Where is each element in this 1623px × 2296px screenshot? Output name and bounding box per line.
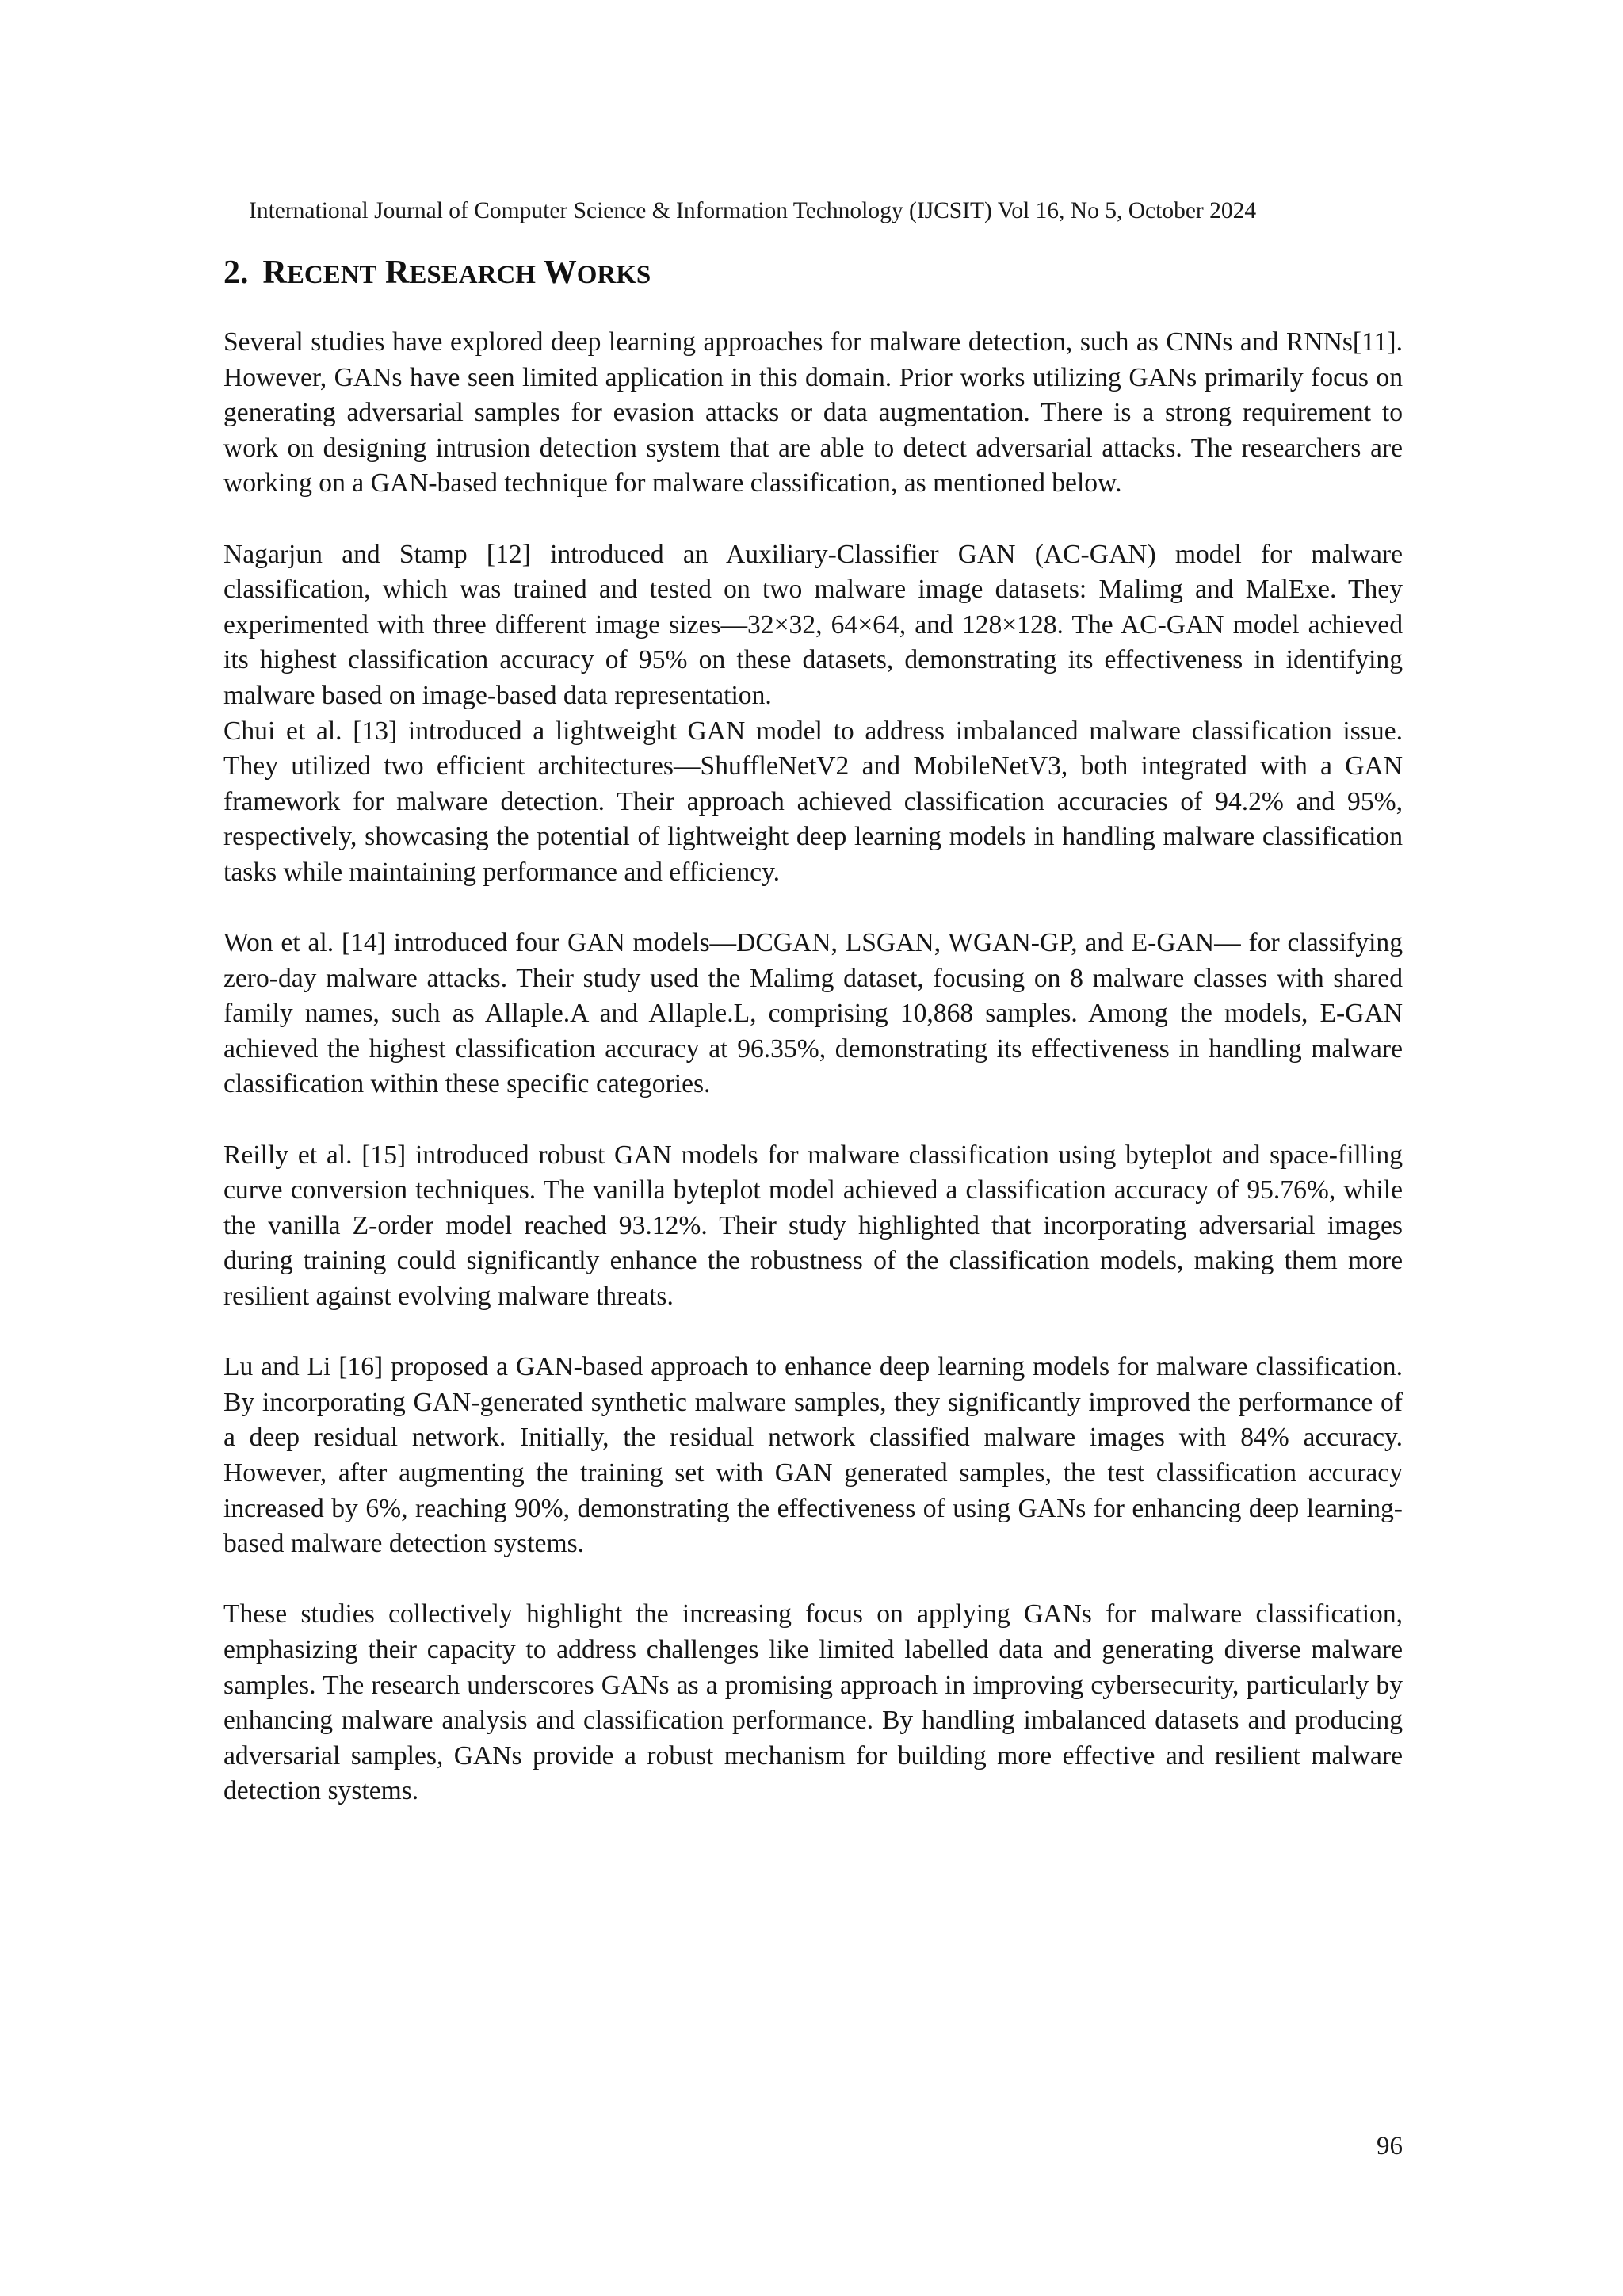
section-title-initial-1: R (262, 254, 287, 291)
body-text (223, 325, 1403, 1845)
section-title-rest-3: ORKS (576, 261, 651, 289)
section-title-rest-2: ESEARCH (409, 261, 536, 289)
paragraph-intro: Several studies have explored deep learning approaches for malware detection, such as CNNs and RNNs[11]. However, GANs have seen limited application in this domain. Prior works utilizing GANs primarily focus on generating adversarial samples for evasion attacks or data augmentation. There is a strong requirement to work on designing intrusion detection system that are able to detect adversarial attacks. The researchers are working on a GAN-based technique for malware classification, as mentioned below. (223, 327, 1403, 499)
paragraph-chui: Chui et al. [13] introduced a lightweight GAN model to address imbalanced malware classification issue. They utilized two efficient architectures—ShuffleNetV2 and MobileNetV3, both integrated with a GAN framework for malware detection. Their approach achieved classification accuracies of 94.2% and 95%, respectively, showcasing the potential of lightweight deep learning models in handling malware classification tasks while maintaining performance and efficiency. (223, 716, 1403, 887)
page-number: 96 (1377, 2132, 1403, 2160)
paragraph-nagarjun-stamp: Nagarjun and Stamp [12] introduced an Auxiliary-Classifier GAN (AC-GAN) model for malware classification, which was trained and tested on two malware image datasets: Malimg and MalExe. They experimented with three different image sizes—32×32, 64×64, and 128×128. The AC-GAN model achieved its highest classification accuracy of 95% on these datasets, demonstrating its effectiveness in identifying malware based on image-based data representation. (223, 539, 1403, 710)
section-number: 2. (223, 254, 249, 291)
section-heading (223, 252, 651, 296)
paragraph-reilly: Reilly et al. [15] introduced robust GAN models for malware classification using byteplot and space-filling curve conversion techniques. The vanilla byteplot model achieved a classification accuracy of 95.76%, while the vanilla Z-order model reached 93.12%. Their study highlighted that incorporating adversarial images during training could significantly enhance the robustness of the classification models, making them more resilient against evolving malware threats. (223, 1140, 1403, 1312)
section-title-initial-3: W (543, 254, 577, 291)
paragraph-conclusion: These studies collectively highlight the increasing focus on applying GANs for malware classification, emphasizing their capacity to address challenges like limited labelled data and generating diverse malware samples. The research underscores GANs as a promising approach in improving cybersecurity, particularly by enhancing malware analysis and classification performance. By handling imbalanced datasets and producing adversarial samples, GANs provide a robust mechanism for building more effective and resilient malware detection systems. (223, 1599, 1403, 1806)
section-title-initial-2: R (385, 254, 410, 291)
paragraph-lu-li: Lu and Li [16] proposed a GAN-based approach to enhance deep learning models for malware classification. By incorporating GAN-generated synthetic malware samples, they significantly improved the performance of a deep residual network. Initially, the residual network classified malware images with 84% accuracy. However, after augmenting the training set with GAN generated samples, the test classification accuracy increased by 6%, reaching 90%, demonstrating the effectiveness of using GANs for enhancing deep learning-based malware detection systems. (223, 1352, 1403, 1559)
paragraph-won: Won et al. [14] introduced four GAN models—DCGAN, LSGAN, WGAN-GP, and E-GAN— for classifying zero-day malware attacks. Their study used the Malimg dataset, focusing on 8 malware classes with shared family names, such as Allaple.A and Allaple.L, comprising 10,868 samples. Among the models, E-GAN achieved the highest classification accuracy at 96.35%, demonstrating its effectiveness in handling malware classification within these specific categories. (223, 928, 1403, 1099)
running-header: International Journal of Computer Science & Information Technology (IJCSIT) Vol 16, No 5, October 2024 (249, 198, 1257, 223)
section-title-rest-1: ECENT (286, 261, 377, 289)
